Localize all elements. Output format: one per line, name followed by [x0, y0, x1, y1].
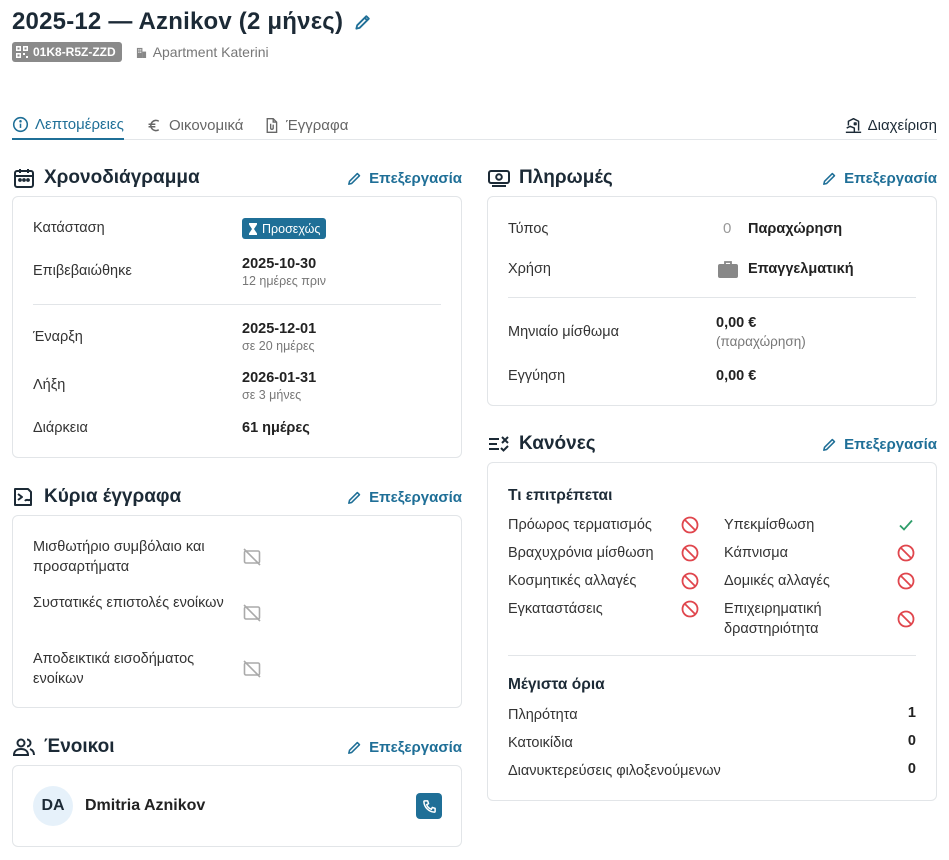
property-link[interactable] — [136, 44, 269, 60]
qr-code-icon — [16, 46, 28, 58]
document-item-lease: Μισθωτήριο συμβόλαιο και προσαρτήματα — [33, 539, 205, 575]
calendar-icon — [12, 166, 36, 190]
hourglass-icon — [248, 223, 258, 235]
edit-label: Επεξεργασία — [844, 169, 937, 187]
building-icon — [136, 47, 147, 58]
payments-header — [487, 165, 937, 191]
document-item-income: Αποδεικτικά εισοδήματος ενοίκων — [33, 651, 195, 687]
info-icon — [12, 116, 29, 133]
limit-occupancy-label: Πληρότητα — [508, 707, 578, 723]
document-attachment-icon — [263, 117, 280, 134]
rule-structural-changes: Δομικές αλλαγές — [724, 573, 830, 589]
prohibited-icon — [897, 544, 915, 562]
meta-row — [12, 42, 269, 62]
limit-guest-nights-label: Διανυκτερεύσεις φιλοξενούμενων — [508, 763, 721, 779]
briefcase-icon — [718, 260, 738, 278]
tenants-title-label: Ένοικοι — [44, 736, 115, 757]
pencil-icon — [346, 739, 363, 756]
payments-card — [487, 196, 937, 406]
rules-title — [487, 432, 596, 456]
edit-title-pencil-icon[interactable] — [353, 12, 373, 32]
tenants-title — [12, 735, 115, 759]
start-relative: σε 20 ημέρες — [242, 339, 315, 353]
payment-type-value: Παραχώρηση — [748, 221, 843, 237]
limit-guest-nights-value: 0 — [907, 761, 916, 777]
tab-details-label: Λεπτομέρειες — [35, 115, 124, 133]
schedule-title-label: Χρονοδιάγραμμα — [44, 167, 200, 188]
payments-title-label: Πληρωμές — [519, 167, 613, 188]
edit-label: Επεξεργασία — [844, 435, 937, 453]
prohibited-icon — [681, 516, 699, 534]
rules-checklist-icon — [487, 432, 511, 456]
property-name: Apartment Katerini — [152, 44, 269, 60]
pencil-icon — [821, 170, 838, 187]
tab-bar — [12, 100, 937, 140]
status-badge — [242, 218, 326, 239]
payment-type-zero: 0 — [723, 220, 732, 237]
rule-sublet: Υπεκμίσθωση — [724, 517, 815, 533]
check-icon — [897, 516, 915, 534]
prohibited-icon — [681, 544, 699, 562]
usage-label: Χρήση — [508, 261, 551, 277]
rule-cosmetic-changes: Κοσμητικές αλλαγές — [508, 573, 637, 589]
no-file-icon — [242, 603, 262, 623]
schedule-header — [12, 165, 462, 191]
limits-title: Μέγιστα όρια — [508, 676, 605, 693]
limit-occupancy-value: 1 — [907, 705, 916, 721]
schedule-edit-button[interactable] — [346, 170, 462, 187]
duration-label: Διάρκεια — [33, 420, 88, 436]
page-title: 2025-12 — Aznikov (2 μήνες) — [12, 8, 344, 35]
property-manage-icon — [845, 117, 862, 134]
usage-value: Επαγγελματική — [748, 261, 854, 277]
documents-card — [12, 515, 462, 708]
edit-label: Επεξεργασία — [369, 738, 462, 756]
deposit-label: Εγγύηση — [508, 368, 566, 384]
payments-divider — [508, 297, 916, 298]
phone-icon — [422, 799, 437, 814]
rules-edit-button[interactable] — [821, 436, 937, 453]
tenants-edit-button[interactable] — [346, 739, 462, 756]
prohibited-icon — [681, 572, 699, 590]
schedule-title — [12, 166, 200, 190]
no-file-icon — [242, 659, 262, 679]
tenant-name[interactable]: Dmitria Aznikov — [85, 797, 206, 814]
monthly-rent-note: (παραχώρηση) — [716, 334, 806, 349]
deposit-value: 0,00 € — [716, 368, 757, 384]
signed-document-icon — [12, 485, 36, 509]
avatar: DA — [33, 786, 73, 826]
payment-type-label: Τύπος — [508, 221, 549, 237]
reference-code-badge — [12, 42, 122, 62]
call-tenant-button[interactable] — [416, 793, 442, 819]
prohibited-icon — [897, 610, 915, 628]
rules-title-label: Κανόνες — [519, 433, 596, 454]
confirmed-date: 2025-10-30 — [242, 256, 317, 272]
limit-pets-value: 0 — [907, 733, 916, 749]
limit-pets-label: Κατοικίδια — [508, 735, 573, 751]
document-item-references: Συστατικές επιστολές ενοίκων — [33, 595, 224, 611]
status-value: Προσεχώς — [262, 221, 321, 236]
end-label: Λήξη — [33, 377, 66, 393]
tab-documents-label: Έγγραφα — [286, 116, 349, 134]
rule-smoking: Κάπνισμα — [724, 545, 789, 561]
tab-financials[interactable] — [146, 110, 243, 140]
documents-edit-button[interactable] — [346, 489, 462, 506]
tab-financials-label: Οικονομικά — [169, 116, 244, 134]
prohibited-icon — [897, 572, 915, 590]
rules-card — [487, 462, 937, 801]
status-label: Κατάσταση — [33, 220, 105, 236]
euro-icon — [146, 117, 163, 134]
monthly-rent-label: Μηνιαίο μίσθωμα — [508, 324, 619, 340]
documents-header — [12, 484, 462, 510]
rules-header — [487, 431, 937, 457]
payments-title — [487, 166, 613, 190]
edit-label: Επεξεργασία — [369, 488, 462, 506]
rule-installations: Εγκαταστάσεις — [508, 601, 603, 617]
start-date: 2025-12-01 — [242, 321, 317, 337]
pencil-icon — [821, 436, 838, 453]
tenants-header — [12, 734, 462, 760]
allowed-title: Τι επιτρέπεται — [508, 487, 613, 504]
users-icon — [12, 735, 36, 759]
confirmed-relative: 12 ημέρες πριν — [242, 274, 327, 288]
start-label: Έναρξη — [33, 329, 83, 345]
rules-divider — [508, 655, 916, 656]
pencil-icon — [346, 489, 363, 506]
manage-button[interactable] — [845, 110, 937, 140]
schedule-card — [12, 196, 462, 458]
prohibited-icon — [681, 600, 699, 618]
end-date: 2026-01-31 — [242, 370, 317, 386]
confirmed-label: Επιβεβαιώθηκε — [33, 263, 132, 279]
manage-label: Διαχείριση — [867, 116, 937, 134]
no-file-icon — [242, 547, 262, 567]
end-relative: σε 3 μήνες — [242, 388, 302, 402]
money-icon — [487, 166, 511, 190]
rule-business-activity: Επιχειρηματική δραστηριότητα — [724, 601, 822, 637]
rule-short-term-rental: Βραχυχρόνια μίσθωση — [508, 545, 654, 561]
tenants-card — [12, 765, 462, 847]
rule-early-termination: Πρόωρος τερματισμός — [508, 517, 652, 533]
payments-edit-button[interactable] — [821, 170, 937, 187]
pencil-icon — [346, 170, 363, 187]
reference-code: 01K8-R5Z-ZZD — [33, 45, 116, 59]
documents-title-label: Κύρια έγγραφα — [44, 486, 182, 507]
monthly-rent-value: 0,00 € — [716, 315, 757, 331]
documents-title — [12, 485, 181, 509]
title-row — [12, 8, 373, 36]
edit-label: Επεξεργασία — [369, 169, 462, 187]
duration-value: 61 ημέρες — [242, 420, 310, 436]
schedule-divider — [33, 304, 441, 305]
tab-documents[interactable] — [263, 110, 348, 140]
tab-details[interactable] — [12, 110, 124, 140]
